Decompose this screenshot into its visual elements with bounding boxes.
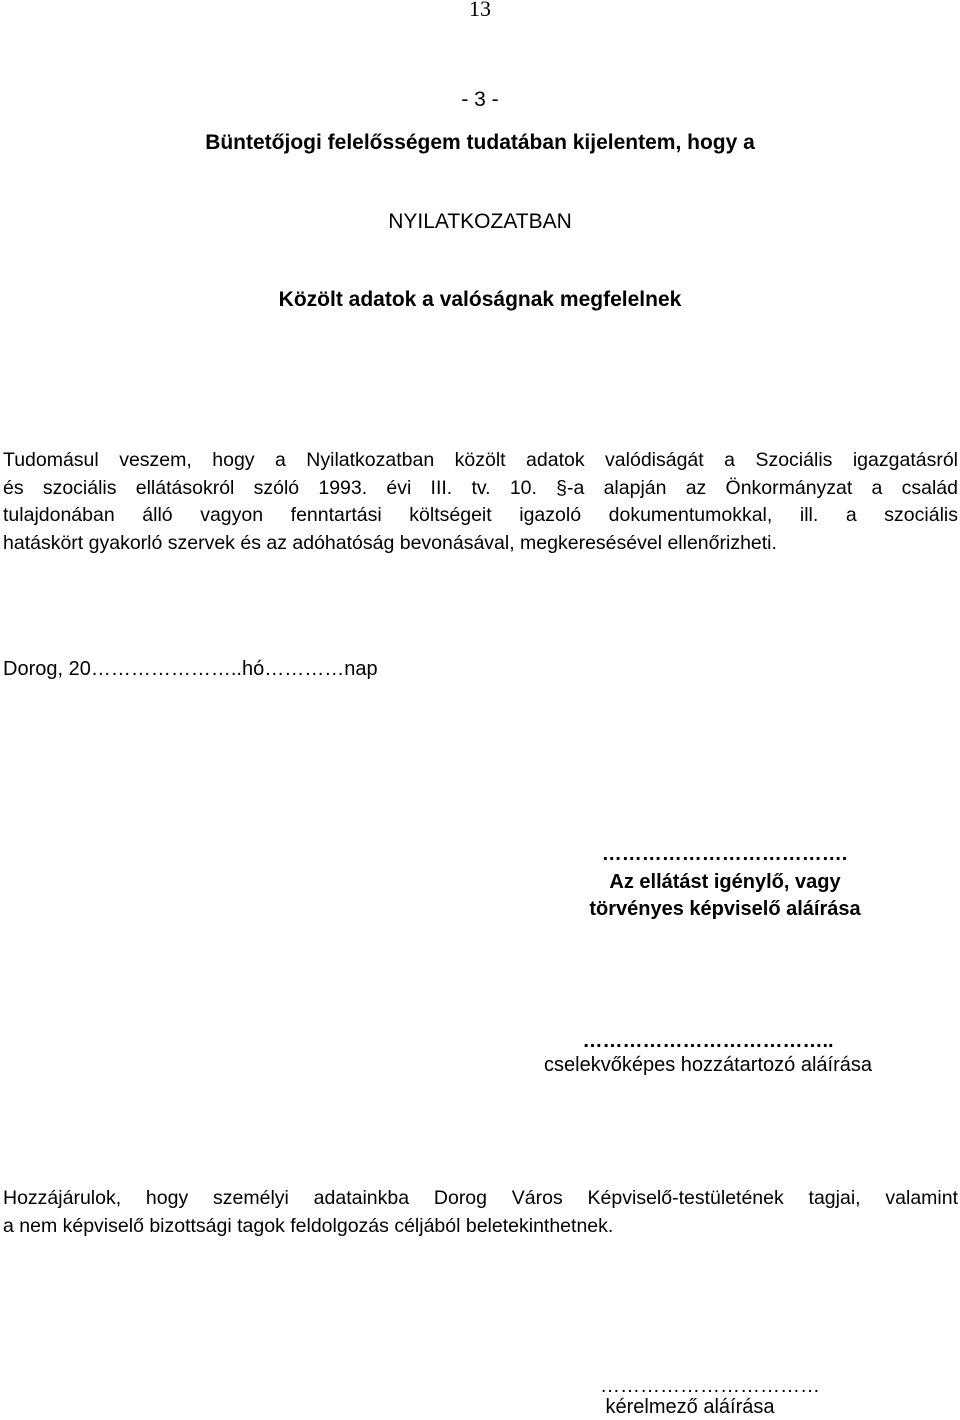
declaration-intro: Büntetőjogi felelősségem tudatában kijelentem, hogy a [205,131,755,154]
paragraph-line: és szociális ellátásokról szóló 1993. évi III. tv. 10. §-a alapján az Önkormányzat a család [3,476,958,499]
paragraph-line: Tudomásul veszem, hogy a Nyilatkozatban közölt adatok valódiságát a Szociális igazgatásról [3,449,958,471]
page-number: 13 [469,0,491,21]
paragraph-line: tulajdonában álló vagyon fenntartási költségeit igazoló dokumentumokkal, ill. a szociális [3,504,958,527]
document-title: NYILATKOZATBAN [388,210,572,233]
paragraph-line: a nem képviselő bizottsági tagok feldolgozás céljából beletekinthetnek. [3,1214,614,1237]
signature-label-relative: cselekvőképes hozzátartozó aláírása [544,1054,872,1076]
paragraph-line: Hozzájárulok, hogy személyi adatainkba Dorog Város Képviselő-testületének tagjai, valamint [3,1187,958,1209]
sub-page-number: - 3 - [461,88,499,111]
signature-line-requester: …………………………… [600,1375,820,1397]
signature-label-line: törvényes képviselő aláírása [589,898,861,920]
consent-paragraph [3,1185,958,1240]
signature-line-applicant: ………………………………. [601,843,848,865]
signature-label-requester: kérelmező aláírása [605,1396,775,1418]
signature-line-relative: ……………………………….. [582,1030,834,1052]
declaration-subtitle: Közölt adatok a valóságnak megfelelnek [278,288,682,311]
paragraph-line: hatáskört gyakorló szervek és az adóhatóság bevonásával, megkeresésével ellenőrizheti. [3,532,777,555]
acknowledgement-paragraph [3,447,958,558]
signature-label-line: Az ellátást igénylő, vagy [609,871,841,893]
date-line: Dorog, 20…………………..hó…………nap [3,658,378,680]
signature-label-applicant [545,869,905,923]
